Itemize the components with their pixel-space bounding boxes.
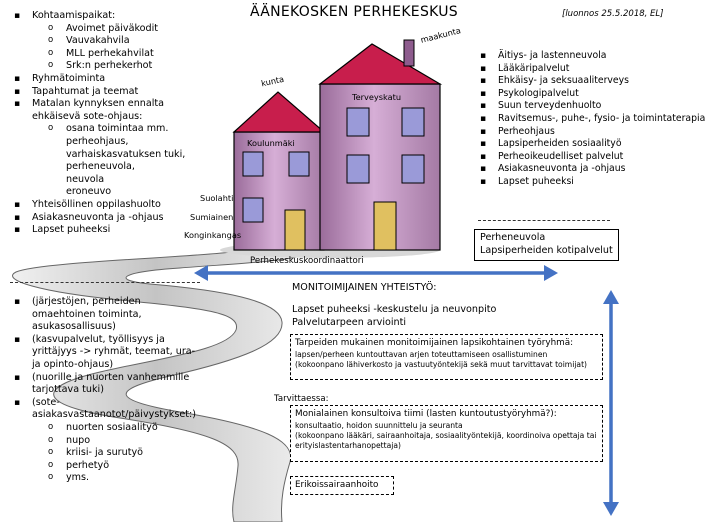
box-title: Tarpeiden mukainen monitoimijainen lapsikohtainen työryhmä: xyxy=(295,338,574,348)
list-item: o yms. xyxy=(8,472,228,485)
list-item: o perhetyö xyxy=(8,460,228,473)
list-item: ▪ Matalan kynnyksen ennalta ehkäisevä sote-ohjaus: o osana toimintaa mm. perheohjaus, varhaiskasvatuksen tuki, perheneuvola, neuvola eroneuvo xyxy=(8,98,208,199)
list-item: o Vauvakahvila xyxy=(8,35,208,48)
box-line: Lapsiperheiden kotipalvelut xyxy=(480,244,613,256)
label-suolahti: Suolahti xyxy=(200,193,234,203)
list-item: o nupo xyxy=(8,435,228,448)
list-item: o Avoimet päiväkodit xyxy=(8,23,208,36)
left-building xyxy=(234,132,324,250)
list-item: ▪ (sote- asiakasvastaanotot/päivystykset:) o nuorten sosiaalityö o nupo o kriisi- ja surutyö o perhetyö o yms. xyxy=(8,397,228,485)
window xyxy=(289,152,309,176)
monitoimijainen-line-2: Palvelutarpeen arviointi xyxy=(292,317,407,328)
tarvittaessa-label: Tarvittaessa: xyxy=(274,394,329,404)
list-item: ▪ Perheohjaus xyxy=(474,126,704,139)
specialist-care-box: Erikoissairaanhoito xyxy=(290,476,394,495)
box-title: Monialainen konsultoiva tiimi (lasten kuntoutustyöryhmä?): xyxy=(295,409,557,419)
list-item: ▪ Asiakasneuvonta ja -ohjaus xyxy=(8,212,208,225)
horizontal-arrow-right-head xyxy=(544,265,558,281)
window xyxy=(347,155,369,183)
box-line: erityislastentarhanopettaja) xyxy=(295,440,401,450)
left-roof xyxy=(234,92,324,132)
left-bottom-list xyxy=(8,296,228,485)
window xyxy=(347,108,369,136)
window xyxy=(243,152,263,176)
box-line: (kokoonpano lähiverkosto ja vastuutyöntekijä sekä muut tarvittavat toimijat) xyxy=(295,359,588,369)
label-maakunta: maakunta xyxy=(419,25,462,45)
monitoimijainen-line-1: Lapset puheeksi -keskustelu ja neuvonpito xyxy=(292,304,497,315)
label-koordinaattori: Perhekeskuskoordinaattori xyxy=(250,256,364,266)
list-item: ▪ Lääkäripalvelut xyxy=(474,63,704,76)
left-top-list xyxy=(8,10,208,237)
list-item: o Srk:n perhekerhot xyxy=(8,60,208,73)
list-item: o kriisi- ja surutyö xyxy=(8,447,228,460)
right-service-box xyxy=(474,229,619,261)
vertical-arrow-bottom-head xyxy=(603,502,619,516)
label-konginkangas: Konginkangas xyxy=(184,230,242,240)
label-sumiainen: Sumiainen xyxy=(190,212,234,222)
list-item: ▪ Ehkäisy- ja seksuaaliterveys xyxy=(474,75,704,88)
chimney xyxy=(404,40,414,66)
list-item: ▪ (järjestöjen, perheiden omaehtoinen toiminta, asukasosallisuus) xyxy=(8,296,228,334)
box-line: konsultaatio, hoidon suunnittelu ja seuranta xyxy=(295,420,463,430)
box-line: lapsen/perheen kuntouttavan arjen toteuttamiseen osallistuminen xyxy=(295,349,548,359)
left-divider xyxy=(10,282,200,283)
consulting-team-box xyxy=(290,405,603,462)
left-door xyxy=(285,210,305,250)
label-kunta: kunta xyxy=(260,73,285,89)
list-item: ▪ Lapset puheeksi xyxy=(474,176,704,189)
vertical-arrow-top-head xyxy=(603,290,619,304)
multi-actor-team-box xyxy=(290,334,603,380)
right-top-list xyxy=(474,50,704,189)
list-item: ▪ Lapsiperheiden sosiaalityö xyxy=(474,138,704,151)
list-item: ▪ Äitiys- ja lastenneuvola xyxy=(474,50,704,63)
list-item: ▪ Asiakasneuvonta ja -ohjaus xyxy=(474,163,704,176)
list-item: ▪ (kasvupalvelut, työllisyys ja yrittäjyys -> ryhmät, teemat, ura- ja opinto-ohjaus) xyxy=(8,334,228,372)
list-item: ▪ Yhteisöllinen oppilashuolto xyxy=(8,199,208,212)
monitoimijainen-heading: MONITOIMIJAINEN YHTEISTYÖ: xyxy=(292,282,437,293)
list-item: ▪ Perheoikeudelliset palvelut xyxy=(474,151,704,164)
list-item: ▪ Psykologipalvelut xyxy=(474,88,704,101)
page-title: ÄÄNEKOSKEN PERHEKESKUS xyxy=(250,4,458,20)
window xyxy=(402,155,424,183)
list-item: ▪ Ryhmätoiminta xyxy=(8,73,208,86)
list-item: o osana toimintaa mm. perheohjaus, varhaiskasvatuksen tuki, perheneuvola, neuvola eroneuvo xyxy=(8,123,208,199)
list-item: ▪ Kohtaamispaikat: o Avoimet päiväkodit o Vauvakahvila o MLL perhekahvilat o Srk:n perhekerhot xyxy=(8,10,208,73)
label-terveyskatu: Terveyskatu xyxy=(352,92,402,102)
list-item: ▪ Suun terveydenhuolto xyxy=(474,100,704,113)
list-item: o MLL perhekahvilat xyxy=(8,48,208,61)
list-item: o nuorten sosiaalityö xyxy=(8,422,228,435)
list-item: ▪ Lapset puheeksi xyxy=(8,224,208,237)
box-line: (kokoonpano lääkäri, sairaanhoitaja, sosiaalityöntekijä, koordinoiva opettaja tai xyxy=(295,430,597,440)
list-item: ▪ Tapahtumat ja teemat xyxy=(8,86,208,99)
right-door xyxy=(374,202,396,250)
horizontal-arrow-left-head xyxy=(194,265,208,281)
right-divider xyxy=(478,220,610,221)
draft-note: [luonnos 25.5.2018, EL] xyxy=(562,9,664,19)
window xyxy=(243,198,263,222)
box-line: Perheneuvola xyxy=(480,232,546,243)
list-item: ▪ (nuorille ja nuorten vanhemmille tarjottava tuki) xyxy=(8,372,228,397)
list-item: ▪ Ravitsemus-, puhe-, fysio- ja toimintaterapia xyxy=(474,113,704,126)
label-koulunmaki: Koulunmäki xyxy=(247,138,295,148)
right-roof xyxy=(320,44,440,84)
window xyxy=(402,108,424,136)
